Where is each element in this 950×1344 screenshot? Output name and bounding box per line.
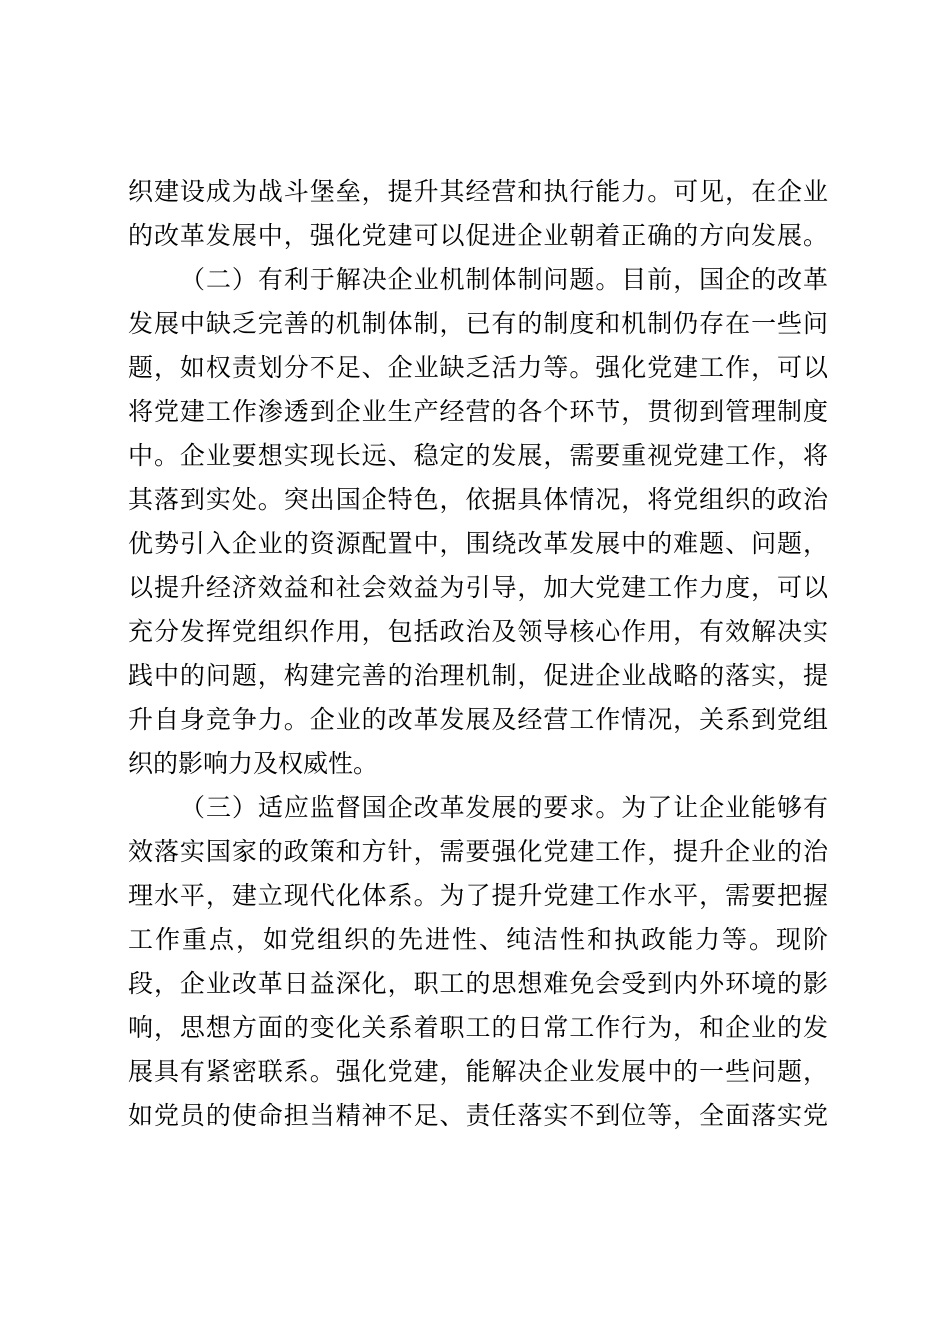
text-line: 将党建工作渗透到企业生产经营的各个环节，贯彻到管理制度 [128,397,828,426]
text-line: 理水平，建立现代化体系。为了提升党建工作水平，需要把握 [128,881,828,910]
text-line: 织的影响力及权威性。 [128,749,379,778]
text-line: 优势引入企业的资源配置中，围绕改革发展中的难题、问题， [128,529,828,558]
paragraph-2 [128,258,828,786]
text-line: （三）适应监督国企改革发展的要求。为了让企业能够有 [180,793,828,822]
text-line: 的改革发展中，强化党建可以促进企业朝着正确的方向发展。 [128,221,828,250]
text-line: 充分发挥党组织作用，包括政治及领导核心作用，有效解决实 [128,617,828,646]
text-line: 其落到实处。突出国企特色，依据具体情况，将党组织的政治 [128,485,828,514]
text-line: 发展中缺乏完善的机制体制，已有的制度和机制仍存在一些问 [128,309,828,338]
text-line: 段，企业改革日益深化，职工的思想难免会受到内外环境的影 [128,969,828,998]
text-line: （二）有利于解决企业机制体制问题。目前，国企的改革 [180,265,828,294]
text-line: 展具有紧密联系。强化党建，能解决企业发展中的一些问题， [128,1057,828,1086]
text-line: 响，思想方面的变化关系着职工的日常工作行为，和企业的发 [128,1013,828,1042]
paragraph-3 [128,786,828,1138]
text-line: 工作重点，如党组织的先进性、纯洁性和执政能力等。现阶 [128,925,828,954]
text-line: 织建设成为战斗堡垒，提升其经营和执行能力。可见，在企业 [128,177,828,206]
text-line: 以提升经济效益和社会效益为引导，加大党建工作力度，可以 [128,573,828,602]
text-line: 效落实国家的政策和方针，需要强化党建工作，提升企业的治 [128,837,828,866]
text-line: 如党员的使命担当精神不足、责任落实不到位等，全面落实党 [128,1101,828,1130]
text-line: 中。企业要想实现长远、稳定的发展，需要重视党建工作，将 [128,441,828,470]
text-line: 践中的问题，构建完善的治理机制，促进企业战略的落实，提 [128,661,828,690]
text-line: 题，如权责划分不足、企业缺乏活力等。强化党建工作，可以 [128,353,828,382]
text-line: 升自身竞争力。企业的改革发展及经营工作情况，关系到党组 [128,705,828,734]
paragraph-1 [128,170,828,258]
body-text [128,170,828,1138]
